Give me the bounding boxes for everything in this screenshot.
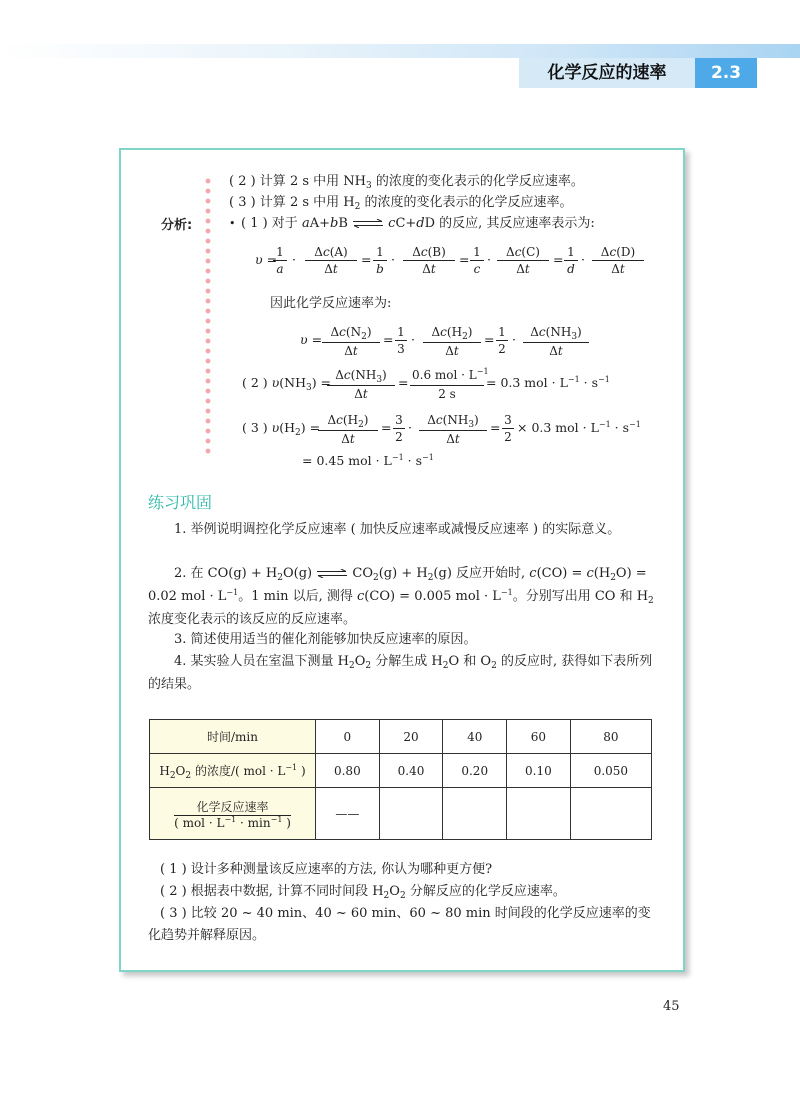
table-cell: 60 bbox=[507, 720, 571, 754]
chapter-title: 化学反应的速率 bbox=[519, 58, 695, 88]
page-number: 45 bbox=[663, 999, 680, 1014]
table-header-time: 时间/min bbox=[150, 720, 316, 754]
section-number: 2.3 bbox=[695, 58, 757, 88]
table-cell: 0.10 bbox=[507, 754, 571, 788]
table-header-concentration: $H_2O_2$ 的浓度/( mol · $L^{-1}$ ) bbox=[150, 754, 316, 788]
rate-header-bottom: ( mol · $L^{-1} \cdot \min^{-1}$ ) bbox=[174, 814, 291, 830]
table-header-rate bbox=[150, 788, 316, 840]
table-cell: 0.80 bbox=[316, 754, 380, 788]
sub-question-3: ( 3 ) 比较 20 ~ 40 min、40 ~ 60 min、60 ~ 80 min 时间段的化学反应速率的变化趋势并解释原因。 bbox=[148, 906, 651, 943]
practice-item-4: 4. 某实验人员在室温下测量 $H_2O_2$ 分解生成 $H_2O$ 和 $O_2$ 的反应时, 获得如下表所列的结果。 bbox=[148, 654, 653, 692]
table-cell-dash: —— bbox=[316, 788, 380, 840]
table-cell bbox=[379, 788, 443, 840]
analysis-bullet: • bbox=[229, 217, 236, 230]
table-cell: 0 bbox=[316, 720, 380, 754]
table-cell: 20 bbox=[379, 720, 443, 754]
analysis-intro: ( 1 ) 对于 aA+bB cC+dD 的反应, 其反应速率表示为: bbox=[241, 216, 595, 231]
rate-header-top: 化学反应速率 bbox=[174, 798, 291, 816]
table-cell: 40 bbox=[443, 720, 507, 754]
table-cell bbox=[507, 788, 571, 840]
table-cell: 0.050 bbox=[570, 754, 651, 788]
table-cell: 0.20 bbox=[443, 754, 507, 788]
table-row bbox=[150, 720, 652, 754]
analysis-label: 分析: bbox=[161, 218, 193, 233]
table-cell bbox=[570, 788, 651, 840]
sub-question-2: ( 2 ) 根据表中数据, 计算不同时间段 $H_2O_2$ 分解反应的化学反应速率。 bbox=[160, 884, 566, 901]
practice-item-1: 1. 举例说明调控化学反应速率 ( 加快反应速率或减慢反应速率 ) 的实际意义。 bbox=[174, 522, 621, 537]
header-gradient-bar bbox=[0, 44, 800, 58]
data-table bbox=[149, 719, 652, 840]
practice-item-3: 3. 简述使用适当的催化剂能够加快反应速率的原因。 bbox=[174, 632, 477, 647]
practice-item-2: 2. 在 $CO(g) + H_2O(g) CO_2(g) + H_2(g)$ 反应开始时, $c(CO) = c(H_2O) = 0.02$ mol · $L^{-1}$。1 min 以后, 测得 c(CO) = 0.005 mol · $L^{-1}$。分别写出用 CO 和 $H_2$ 浓度变化表示的该反应的反应速率。 bbox=[148, 566, 654, 627]
question-3: ( 3 ) 计算 2 s 中用 $H_2$ 的浓度的变化表示的化学反应速率。 bbox=[229, 195, 573, 212]
question-2: ( 2 ) 计算 2 s 中用 $NH_3$ 的浓度的变化表示的化学反应速率。 bbox=[229, 174, 584, 191]
dotted-margin-decoration bbox=[205, 176, 211, 456]
table-cell bbox=[443, 788, 507, 840]
analysis-therefore: 因此化学反应速率为: bbox=[270, 296, 392, 311]
sub-question-1: ( 1 ) 设计多种测量该反应速率的方法, 你认为哪种更方便? bbox=[160, 862, 493, 877]
table-row bbox=[150, 754, 652, 788]
practice-title: 练习巩固 bbox=[148, 493, 213, 512]
table-cell: 80 bbox=[570, 720, 651, 754]
table-cell: 0.40 bbox=[379, 754, 443, 788]
table-row bbox=[150, 788, 652, 840]
